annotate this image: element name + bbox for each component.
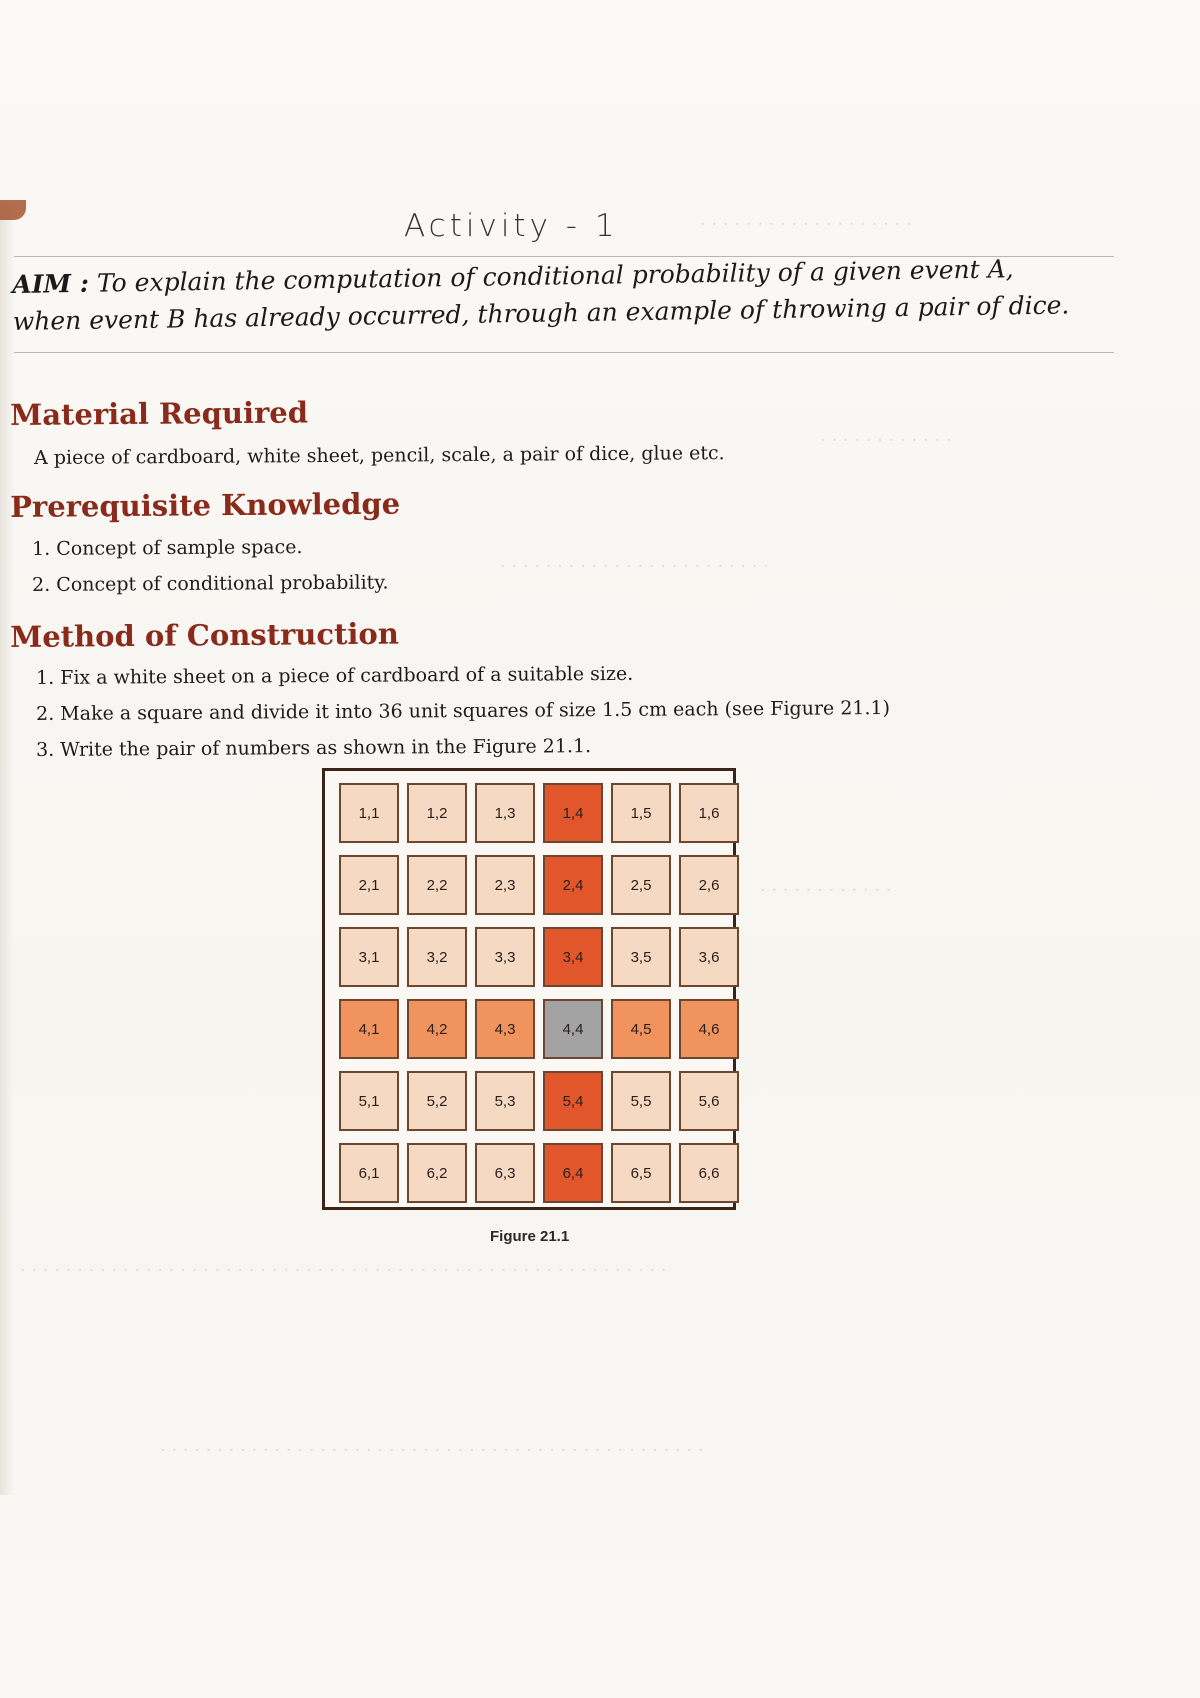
grid-cell: 5,6 [679, 1071, 739, 1131]
grid-cell: 5,5 [611, 1071, 671, 1131]
grid-cell: 3,5 [611, 927, 671, 987]
grid-cell: 1,4 [543, 783, 603, 843]
grid-cell: 2,3 [475, 855, 535, 915]
aim-block [12, 249, 1113, 340]
grid-cell: 6,4 [543, 1143, 603, 1203]
grid-cell: 4,1 [339, 999, 399, 1059]
prerequisite-knowledge-heading: Prerequisite Knowledge [10, 486, 401, 524]
grid-cell: 5,1 [339, 1071, 399, 1131]
grid-cell: 1,6 [679, 783, 739, 843]
grid-cell: 1,1 [339, 783, 399, 843]
show-through-text: · · · · · · · · · · · · [820, 430, 952, 451]
activity-title: Activity - 1 [404, 208, 619, 244]
grid-cell: 6,3 [475, 1143, 535, 1203]
grid-cell: 5,3 [475, 1071, 535, 1131]
show-through-text: · · · · · · · · · · · · [760, 880, 892, 901]
aim-line-1-text: To explain the computation of conditional probability of a given event A, [96, 254, 1014, 298]
grid-cell: 2,1 [339, 855, 399, 915]
grid-cell: 4,6 [679, 999, 739, 1059]
prerequisite-item: 1. Concept of sample space. [32, 536, 303, 560]
grid-cell: 4,3 [475, 999, 535, 1059]
grid-cell: 3,2 [407, 927, 467, 987]
grid-cell: 3,6 [679, 927, 739, 987]
grid-cell: 4,4 [543, 999, 603, 1059]
aim-line-2: when event B has already occurred, through an example of throwing a pair of dice. [12, 290, 1070, 336]
method-of-construction-heading: Method of Construction [10, 616, 400, 654]
grid-cell: 1,3 [475, 783, 535, 843]
grid-cell: 2,6 [679, 855, 739, 915]
sample-space-grid [322, 768, 736, 1210]
construction-step: 2. Make a square and divide it into 36 unit squares of size 1.5 cm each (see Figure 21.1) [36, 697, 891, 725]
construction-step: 3. Write the pair of numbers as shown in the Figure 21.1. [36, 735, 592, 761]
grid-cell: 5,2 [407, 1071, 467, 1131]
show-through-text: · · · · · · · · · · · · · · · · · · · · · · · · · · · · · · · · · · · · · · · · · · · · · · · · [160, 1440, 704, 1461]
grid-cell: 3,4 [543, 927, 603, 987]
grid-cell: 4,5 [611, 999, 671, 1059]
grid-cell: 6,6 [679, 1143, 739, 1203]
grid-cell: 6,2 [407, 1143, 467, 1203]
grid-cell: 6,1 [339, 1143, 399, 1203]
grid-cell: 1,2 [407, 783, 467, 843]
construction-step: 1. Fix a white sheet on a piece of cardboard of a suitable size. [36, 662, 634, 689]
grid-cell: 6,5 [611, 1143, 671, 1203]
grid-cell: 5,4 [543, 1071, 603, 1131]
show-through-text: · · · · · · · · · · · · · · · · · · · · · · · · · · · · · · · · · · · · · · · · · · · · · · · · · · · · · · · · · [20, 1260, 667, 1281]
grid-cell: 2,2 [407, 855, 467, 915]
show-through-text: · · · · · · · · · · · · · · · · · · · · · · · · [500, 556, 769, 577]
page-corner-mark [0, 200, 26, 220]
grid-cell: 2,5 [611, 855, 671, 915]
aim-bottom-rule [14, 352, 1114, 353]
aim-label: AIM : [12, 268, 90, 299]
grid-cell: 3,3 [475, 927, 535, 987]
figure-caption: Figure 21.1 [490, 1228, 570, 1245]
material-required-text: A piece of cardboard, white sheet, pencil, scale, a pair of dice, glue etc. [34, 442, 725, 469]
grid-cell: 1,5 [611, 783, 671, 843]
show-through-text: · · · · · · · · · · · · · · · · · · · [700, 214, 912, 235]
grid-cell: 4,2 [407, 999, 467, 1059]
grid-cell: 3,1 [339, 927, 399, 987]
prerequisite-item: 2. Concept of conditional probability. [32, 571, 389, 596]
grid-cell: 2,4 [543, 855, 603, 915]
material-required-heading: Material Required [10, 395, 309, 432]
